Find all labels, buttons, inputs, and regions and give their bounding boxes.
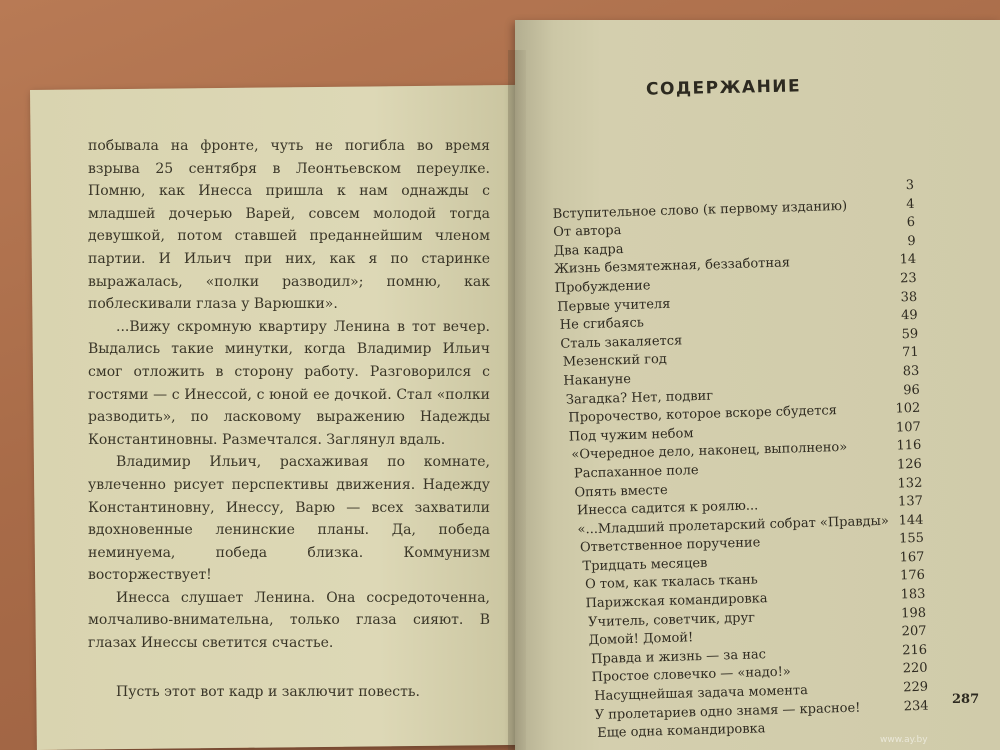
toc-entry-title: Сталь закаляется	[560, 333, 683, 352]
paragraph: Владимир Ильич, расхаживая по комнате, увлеченно рисует перспективы движения. Надежду Константиновну, Инессу, Варю — всех захватили вдохновенные ленинские планы. Да, победа неминуема, победа близка. Коммунизм восторжествует!	[88, 454, 490, 584]
toc-entry-page: 220	[902, 661, 928, 677]
toc-entry-page: 207	[901, 623, 927, 640]
toc-entry-page: 102	[895, 400, 921, 417]
left-page-text	[88, 135, 490, 703]
toc-entry-title: Инесса садится к роялю...	[576, 498, 759, 519]
toc-entry-page: 9	[907, 233, 916, 249]
toc-entry-title: Первые учителя	[557, 296, 671, 315]
toc-entry-title: Жизнь безмятежная, беззаботная	[554, 255, 791, 278]
paragraph: побывала на фронте, чуть не погибла во время взрыва 25 сентября в Леонтьевском переулке. Помню, как Инесса пришла к нам однажды с младшей дочерью Варей, совсем молодой тогда девушкой, потом ставшей преданнейшим членом партии. И Ильич при них, как я по старинке выражалась, «полки разводил»; помню, как поблескивали глаза у Варюшки».	[88, 138, 490, 313]
toc-entry-title: Не сгибаясь	[559, 315, 645, 333]
toc-entry-page: 126	[896, 456, 923, 473]
toc-entry-title: У пролетариев одно знамя — красное!	[594, 700, 861, 723]
toc-entry-title: Насущнейшая задача момента	[594, 683, 809, 705]
paragraph: ...Вижу скромную квартиру Ленина в тот вечер. Выдались такие минутки, когда Владимир Ильич смог отложить в сторону работу. Разговорился с гостями — с Инессой, с юной ее дочкой. Стал «полки разводить», по ласковому выражению Надежды Константиновны. Размечтался. Заглянул вдаль.	[88, 318, 490, 448]
toc-entry-page: 6	[906, 215, 916, 231]
toc-entry-title: Пророчество, которое вскоре сбудется	[568, 403, 838, 426]
toc-entry-title: Опять вместе	[574, 482, 668, 500]
toc-entry-page: 23	[899, 270, 917, 287]
toc-entry-page: 116	[896, 438, 922, 454]
toc-entry-page: 234	[903, 698, 929, 715]
toc-entry-title: Правда и жизнь — за нас	[590, 647, 767, 667]
toc-entry-page: 49	[900, 307, 918, 324]
toc-entry-title: Еще одна командировка	[597, 721, 766, 742]
toc-entry-title: «Очередное дело, наконец, выполнено»	[571, 440, 848, 463]
watermark: www.ay.by	[880, 735, 928, 745]
toc-entry-title: Вступительное слово (к первому изданию)	[552, 198, 848, 222]
toc-entry-page: 59	[901, 326, 919, 343]
toc-entry-page: 38	[900, 289, 918, 305]
toc-entry-page: 198	[900, 605, 927, 622]
toc-entry-title: «...Младший пролетарский собрат «Правды»	[577, 513, 890, 538]
closing-line: Пусть этот вот кадр и заключит повесть.	[116, 683, 420, 700]
toc-entry-title: Распаханное поле	[573, 462, 699, 482]
page-number: 287	[952, 692, 980, 707]
toc-entry-page: 144	[898, 512, 924, 529]
toc-entry-title: Простое словечко — «надо!»	[591, 664, 792, 686]
toc-entry-page: 176	[899, 568, 926, 584]
toc-entry-title: Тридцать месяцев	[582, 555, 708, 575]
toc-entry-title: Пробуждение	[554, 278, 651, 296]
toc-entry-page: 229	[903, 679, 929, 696]
toc-entry-page: 96	[903, 382, 920, 398]
toc-entry-title: Накануне	[563, 371, 632, 389]
toc-entry-page: 83	[902, 363, 920, 380]
toc-entry-page: 183	[900, 586, 926, 603]
toc-entry-page: 4	[906, 196, 915, 212]
toc-entry-page: 132	[897, 475, 923, 491]
toc-entry-page: 3	[905, 177, 915, 194]
toc-entry-page: 137	[897, 493, 924, 510]
toc-entry-title: Под чужим небом	[568, 425, 694, 445]
toc-entry-page: 216	[902, 642, 928, 659]
toc-entry-page: 167	[899, 549, 925, 566]
toc-entry-title: Два кадра	[553, 241, 624, 259]
toc-entry-page: 155	[898, 531, 925, 547]
toc-entry-page: 107	[895, 419, 922, 436]
paragraph: Инесса слушает Ленина. Она сосредоточенна, молчаливо-внимательна, только глаза сияют. В глазах Инессы светится счастье.	[88, 589, 490, 652]
toc-entry-page: 71	[901, 345, 919, 361]
toc-entry-title: Домой! Домой!	[588, 630, 694, 649]
table-of-contents	[552, 177, 947, 745]
toc-entry-title: Учитель, советчик, друг	[587, 610, 756, 630]
toc-entry-page: 14	[899, 252, 917, 268]
toc-entry-title: От автора	[553, 223, 622, 241]
toc-entry-title: Ответственное поручение	[579, 535, 761, 556]
toc-title: СОДЕРЖАНИЕ	[645, 76, 802, 100]
toc-entry-title: О том, как ткалась ткань	[584, 572, 758, 593]
toc-entry-title: Мезенский год	[562, 352, 668, 371]
toc-entry-title: Парижская командировка	[585, 591, 768, 612]
toc-entry-title: Загадка? Нет, подвиг	[565, 388, 714, 408]
book-gutter	[508, 50, 526, 750]
